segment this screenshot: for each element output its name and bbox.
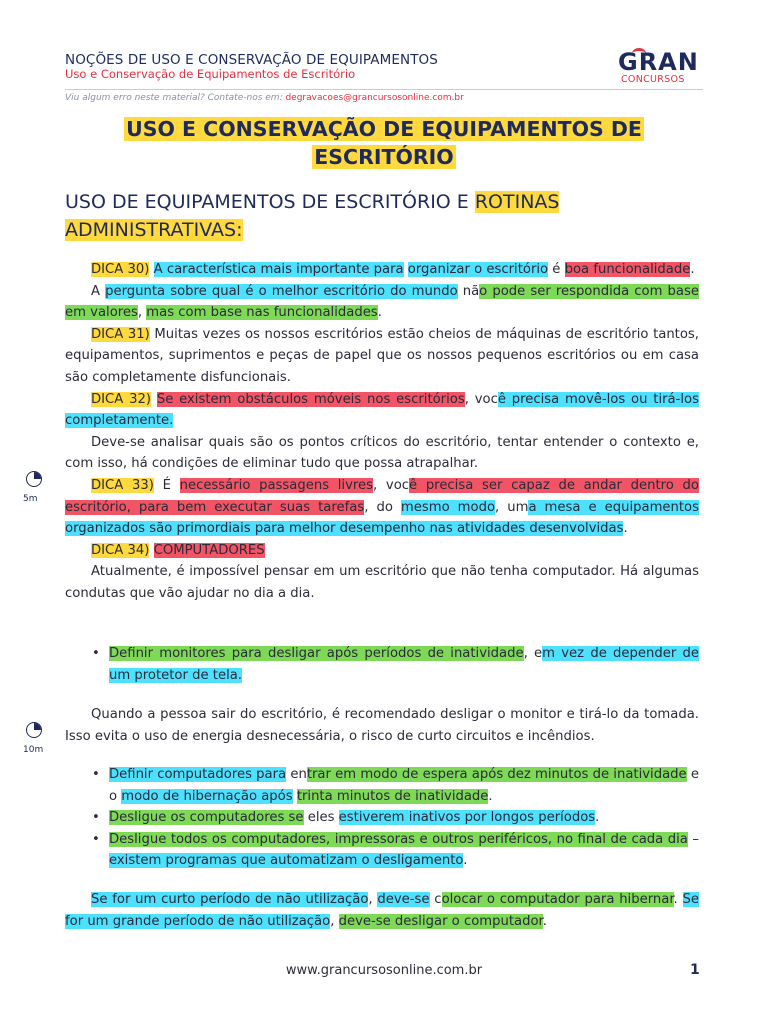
section-title [65, 188, 705, 244]
highlight-green: o pode ser respondida com base em valores [65, 283, 699, 321]
body-block-3 [65, 889, 699, 932]
list-item [109, 829, 699, 872]
section-title-part-3: ADMINISTRATIVAS: [65, 219, 243, 241]
text: Atualmente, é impossível pensar em um escritório que não tenha computador. Há algumas condutas que vão ajudar no dia a dia. [65, 564, 699, 601]
text: nã [457, 283, 480, 299]
body-block-1 [65, 259, 699, 605]
text [149, 543, 153, 558]
text: . [377, 305, 382, 321]
text: , voc [464, 391, 498, 407]
text: en [286, 767, 307, 782]
gran-logo [618, 50, 702, 88]
text: , [368, 892, 378, 907]
text: , voc [373, 477, 410, 493]
highlight-cyan: a mesa e equipamentos organizados são primordiais para melhor desempenho nas atividades desenvolvidas [65, 499, 699, 537]
text: . [542, 913, 547, 929]
dica-label: DICA 33) [91, 477, 154, 493]
contact-line [65, 93, 464, 103]
dica-label: DICA 34) [91, 542, 150, 558]
document-title-line-1: USO E CONSERVAÇÃO DE EQUIPAMENTOS DE [126, 117, 642, 141]
text: , e [523, 646, 543, 661]
footer-url[interactable]: www.grancursosonline.com.br [285, 963, 483, 978]
highlight-green: Desligue os computadores se [109, 810, 304, 826]
highlight-cyan: ê precisa movê-los ou tirá-los completamente. [65, 391, 699, 429]
text: Quando a pessoa sair do escritório, é recomendado desligar o monitor e tirá-lo da tomada. Isso evita o uso de energia desnecessária, o risco de curto circuitos e incêndios. [65, 707, 699, 744]
highlight-cyan: organizar o escritório [407, 262, 549, 277]
bullet-list-1 [65, 643, 699, 686]
text: Muitas vezes os nossos escritórios estão cheios de máquinas de escritório tantos, equipamentos, suprimentos e peças de papel que os nossos pequenos escritórios ou em casa são completamente disfuncionais. [65, 326, 699, 385]
highlight-cyan: modo de hibernação após [121, 788, 293, 804]
dica-label: DICA 32) [91, 391, 152, 407]
section-title-part-1: USO DE EQUIPAMENTOS DE ESCRITÓRIO E [65, 191, 475, 213]
text: . [690, 262, 695, 277]
paragraph-pontos-criticos [65, 432, 699, 475]
paragraph-dica-31 [65, 324, 699, 389]
logo-main-text: GRAN [618, 48, 699, 76]
highlight-red: necessário passagens livres [179, 477, 374, 493]
highlight-cyan: Definir computadores para [109, 767, 287, 782]
dica-label: DICA 31) [91, 326, 150, 342]
page-number: 1 [690, 962, 700, 978]
highlight-red: boa funcionalidade [564, 262, 691, 277]
header-subtitle: Uso e Conservação de Equipamentos de Escritório [65, 67, 356, 81]
text: – [687, 831, 699, 847]
list-item [109, 807, 699, 829]
text: eles [303, 810, 339, 826]
highlight-green: trar em modo de espera após dez minutos de inatividade [306, 767, 687, 782]
highlight-cyan: existem programas que automatizam o desligamento [109, 853, 464, 869]
paragraph-dica-34 [65, 540, 699, 562]
highlight-green: mas com base nas funcionalidades [146, 305, 378, 321]
list-item [109, 643, 699, 686]
header-divider [65, 89, 703, 90]
paragraph-dica-33 [65, 475, 699, 540]
document-title [60, 115, 708, 171]
highlight-green: olocar o computador para hibernar [441, 892, 674, 907]
timer-icon [26, 471, 42, 487]
highlight-red: Se existem obstáculos móveis nos escritórios [156, 391, 465, 407]
list-item [109, 764, 699, 807]
contact-email-link[interactable]: degravacoes@grancursosonline.com.br [285, 93, 464, 103]
text: . [463, 853, 468, 869]
text: . [488, 788, 493, 804]
paragraph-dica-32 [65, 389, 699, 432]
highlight-green: Definir monitores para desligar após períodos de inatividade [109, 646, 524, 661]
text: , um [495, 499, 529, 515]
highlight-cyan: Se for um curto período de não utilização [91, 892, 369, 907]
text: , [137, 305, 147, 321]
highlight-green: Desligue todos os computadores, impressoras e outros periféricos, no final de cada dia [109, 831, 688, 847]
highlight-red: ê precisa ser capaz de andar dentro do escritório, para bem executar suas tarefas [65, 477, 699, 515]
highlight-cyan: pergunta sobre qual é o melhor escritório do mundo [105, 283, 458, 299]
highlight-green: trinta minutos de inatividade [296, 788, 489, 804]
text: A [91, 283, 106, 299]
body-block-2 [65, 704, 699, 747]
highlight-cyan: estiverem inativos por longos períodos [338, 810, 596, 826]
bullet-list-2 [65, 764, 699, 872]
timer-label: 10m [23, 745, 44, 755]
highlight-cyan: deve-se [377, 892, 430, 907]
timer-label: 5m [23, 494, 38, 504]
text: É [153, 477, 180, 493]
timer-icon [26, 722, 42, 738]
highlight-cyan: mesmo modo [400, 499, 496, 515]
paragraph-quando [65, 704, 699, 747]
text: . [673, 892, 683, 907]
text: e o [109, 767, 699, 804]
paragraph-pergunta [65, 281, 699, 324]
logo-sub-text: CONCURSOS [621, 74, 685, 85]
highlight-cyan: m vez de depender de um protetor de tela. [109, 646, 699, 683]
contact-prefix: Viu algum erro neste material? Contate-nos em: [65, 93, 286, 103]
text: Deve-se analisar quais são os pontos críticos do escritório, tentar entender o contexto e, com isso, há condições de eliminar tudo que possa atrapalhar. [65, 434, 699, 472]
text [151, 392, 157, 407]
dica-label: DICA 30) [91, 262, 150, 277]
paragraph-atualmente [65, 561, 699, 604]
highlight-cyan: Se for um grande período de não utilização [65, 892, 699, 929]
highlight-red: COMPUTADORES [153, 542, 265, 558]
text [149, 262, 153, 277]
text: . [623, 521, 628, 537]
highlight-cyan: A característica mais importante para [153, 262, 404, 277]
highlight-green: deve-se desligar o computador [338, 913, 543, 929]
text: , do [364, 499, 401, 515]
text: . [595, 810, 600, 826]
header-title: NOÇÕES DE USO E CONSERVAÇÃO DE EQUIPAMENTOS [65, 52, 438, 68]
text: é [548, 262, 565, 277]
paragraph-curto-periodo [65, 889, 699, 932]
text: c [429, 892, 442, 907]
text: , [330, 913, 339, 929]
paragraph-dica-30 [65, 259, 699, 281]
section-title-part-2: ROTINAS [474, 191, 560, 213]
document-title-line-2: ESCRITÓRIO [314, 145, 454, 169]
